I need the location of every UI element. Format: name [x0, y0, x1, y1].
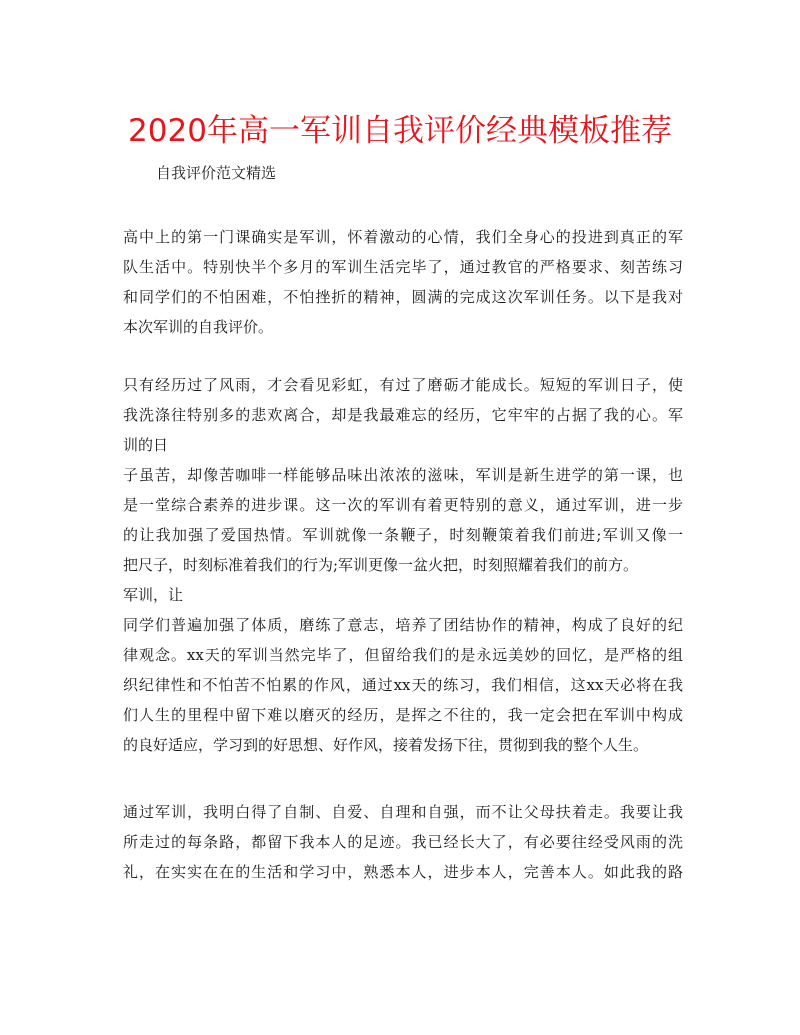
paragraph-1: [123, 222, 683, 342]
paragraph-line: 本次军训的自我评价。: [123, 318, 274, 336]
paragraph-line: 织纪律性和不怕苦不怕累的作风，通过xx天的练习，我们相信，这xx天必将在我: [123, 676, 683, 694]
paragraph-3: [123, 797, 683, 887]
paragraph-line: 们人生的里程中留下难以磨灭的经历，是挥之不往的，我一定会把在军训中构成: [123, 706, 683, 724]
paragraph-line: 和同学们的不怕困难，不怕挫折的精神，圆满的完成这次军训任务。以下是我对: [123, 288, 683, 306]
paragraph-line: 把尺子，时刻标准着我们的行为;军训更像一盆火把，时刻照耀着我们的前方。: [123, 556, 639, 574]
paragraph-line: 军训，让: [123, 586, 184, 604]
paragraph-line: 高中上的第一门课确实是军训，怀着激动的心情，我们全身心的投进到真正的军: [123, 228, 683, 246]
paragraph-line: 子虽苦，却像苦咖啡一样能够品味出浓浓的滋味，军训是新生进学的第一课，也: [123, 466, 683, 484]
paragraph-line: 同学们普遍加强了体质，磨练了意志，培养了团结协作的精神，构成了良好的纪: [123, 616, 683, 634]
paragraph-line: 的良好适应，学习到的好思想、好作风，接着发扬下往，贯彻到我的整个人生。: [123, 736, 649, 754]
paragraph-line: 律观念。xx天的军训当然完毕了，但留给我们的是永远美妙的回忆，是严格的组: [123, 646, 683, 664]
paragraph-line: 礼，在实实在在的生活和学习中，熟悉本人，进步本人，完善本人。如此我的路: [123, 863, 683, 881]
document-subtitle: 自我评价范文精选: [156, 164, 277, 182]
paragraph-2: [123, 370, 683, 760]
paragraph-line: 的让我加强了爱国热情。军训就像一条鞭子，时刻鞭策着我们前进;军训又像一: [123, 526, 683, 544]
document-title: 2020年高一军训自我评价经典模板推荐: [128, 113, 672, 149]
paragraph-line: 训的日: [123, 436, 169, 454]
paragraph-line: 我洗涤往特别多的悲欢离合，却是我最难忘的经历，它牢牢的占据了我的心。军: [123, 406, 683, 424]
paragraph-line: 所走过的每条路，都留下我本人的足迹。我已经长大了，有必要往经受风雨的洗: [123, 833, 683, 851]
paragraph-line: 只有经历过了风雨，才会看见彩虹，有过了磨砺才能成长。短短的军训日子，使: [123, 376, 683, 394]
paragraph-line: 队生活中。特别快半个多月的军训生活完毕了，通过教官的严格要求、刻苦练习: [123, 258, 683, 276]
paragraph-line: 是一堂综合素养的进步课。这一次的军训有着更特别的意义，通过军训，进一步: [123, 496, 683, 514]
paragraph-line: 通过军训，我明白得了自制、自爱、自理和自强，而不让父母扶着走。我要让我: [123, 803, 683, 821]
